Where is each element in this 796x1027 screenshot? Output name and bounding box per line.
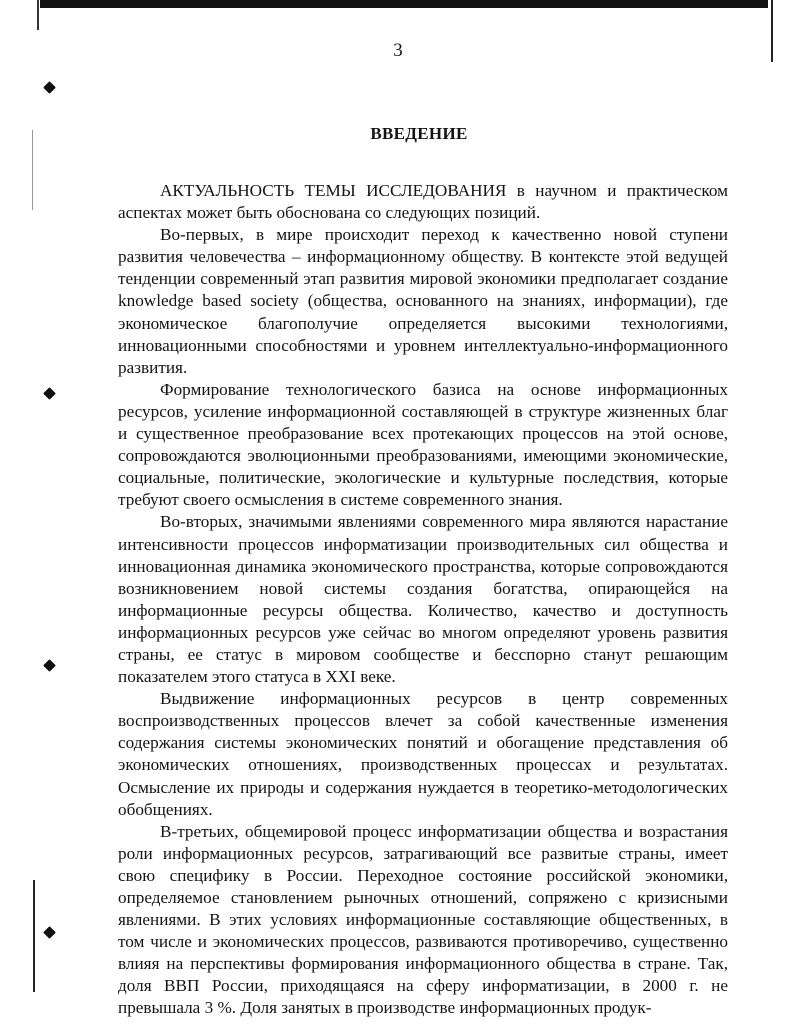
paragraph: Выдвижение информационных ресурсов в центр современных воспроизводственных процессов влечет за собой качественные изменения содержания системы экономических понятий и обогащение представления об экономических отношениях, производственных процессах и результатах. Осмысление их природы и содержания нуждается в теоретико-методологических обобщениях.	[118, 689, 728, 819]
page-number: 3	[393, 40, 403, 61]
scan-edge-left	[37, 0, 39, 30]
binding-hole-mark	[43, 659, 56, 672]
body-text	[118, 180, 728, 1020]
paragraph: В-третьих, общемировой процесс информатизации общества и возрастания роли информационных ресурсов, затрагивающий все развитые страны, имеет свою специфику в России. Переходное состояние российской экономики, определяемое становлением рыночных отношений, сопряжено с кризисными явлениями. В этих условиях информационные составляющие общественных, в том числе и экономических процессов, развиваются противоречиво, существенно влияя на перспективы формирования информационного общества в стране. Так, доля ВВП России, приходящаяся на сферу информатизации, в 2000 г. не превышала 3 %. Доля занятых в производстве информационных продук-	[118, 821, 728, 1018]
section-title: ВВЕДЕНИЕ	[370, 124, 468, 143]
binding-hole-mark	[43, 926, 56, 939]
binding-hole-mark	[43, 387, 56, 400]
binding-hole-mark	[43, 81, 56, 94]
paragraph: АКТУАЛЬНОСТЬ ТЕМЫ ИССЛЕДОВАНИЯ в научном и практическом аспектах может быть обоснована со следующих позиций.	[118, 181, 728, 223]
paragraph: Во-вторых, значимыми явлениями современного мира являются нарастание интенсивности процессов информатизации производительных сил общества и инновационная динамика экономического пространства, которые сопровождаются возникновением новой системы создания богатства, опирающейся на информационные ресурсы общества. Количество, качество и доступность информационных ресурсов уже сейчас во многом определяют уровень развития страны, ее статус в мировом сообществе и бесспорно станут решающим показателем этого статуса в XXI веке.	[118, 512, 728, 687]
paragraph: Во-первых, в мире происходит переход к качественно новой ступени развития человечества – информационному обществу. В контексте этой ведущей тенденции современный этап развития мировой экономики предполагает создание knowledge based society (общества, основанного на знаниях, информации), где экономическое благополучие определяется высокими технологиями, инновационными способностями и уровнем интеллектуально-информационного развития.	[118, 225, 728, 377]
scan-edge-top	[40, 0, 768, 8]
paragraph: Формирование технологического базиса на основе информационных ресурсов, усиление информационной составляющей в структуре жизненных благ и существенное преобразование всех протекающих процессов на этой основе, сопровождаются эволюционными преобразованиями, имеющими экономические, социальные, политические, экологические и культурные последствия, которые требуют своего осмысления в системе современного знания.	[118, 379, 728, 510]
scan-edge-left	[33, 880, 35, 992]
